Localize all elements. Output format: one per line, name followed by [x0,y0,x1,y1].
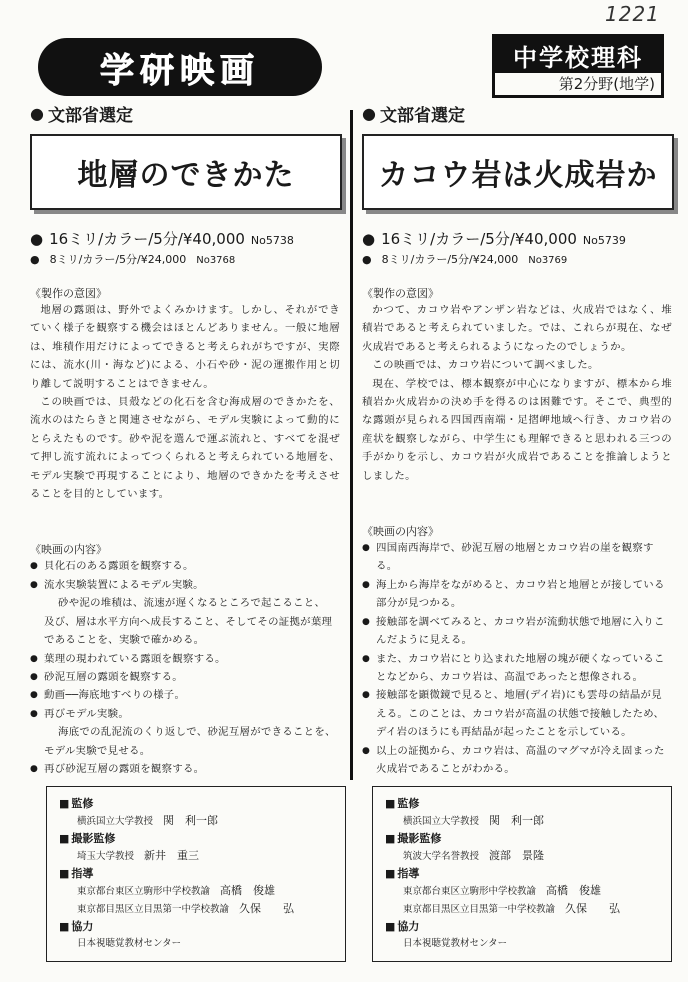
content-item: ● 接触部を調べてみると、カコウ岩が流動状態で地層に入りこんだように見える。 [362,613,672,650]
credit-person [59,900,333,918]
catalog-number: No3768 [196,255,236,266]
intent-text [30,301,340,503]
credit-name: 久保 弘 [565,902,621,915]
credit-affiliation: 横浜国立大学教授 [77,816,154,827]
credit-person [59,882,333,900]
bullet-icon: ● [30,230,44,248]
content-item: ● 再びモデル実験。 [30,705,340,723]
format-8mm-text: 8ミリ/カラー/5分/¥24,000 [49,253,187,266]
content-item: ● 海上から海岸をながめると、カコウ岩と地層とが接している部分が見つかる。 [362,576,672,613]
format-16mm-text: 16ミリ/カラー/5分/¥40,000 [49,230,245,248]
credit-affiliation: 日本視聴覚教材センター [77,938,182,949]
content-item: 砂や泥の堆積は、流速が遅くなるところで起こること、 [58,597,326,610]
credit-affiliation: 横浜国立大学教授 [403,816,480,827]
credit-person [59,847,333,865]
bullet-icon: ● [362,230,376,248]
credit-person [385,900,659,918]
content-item: ● 砂泥互層の露頭を観察する。 [30,668,340,686]
catalog-number: No3769 [528,255,568,266]
right-film-column [362,100,672,778]
credit-person [59,935,333,952]
credit-name: 渡部 景隆 [489,849,545,862]
credit-role: ■ 指導 [385,865,659,882]
credits-box-left [46,786,346,962]
handwritten-page-number: 1221 [605,2,660,26]
content-item: モデル実験で見せる。 [44,744,151,757]
content-item: ● また、カコウ岩にとり込まれた地層の塊が硬くなっていることなどから、カコウ岩は、高温であったと想像される。 [362,650,672,687]
film-title: カコウ岩は火成岩か [362,134,674,210]
intent-heading: 《製作の意図》 [362,287,439,300]
brand-logo-text: 学研映画 [100,50,260,91]
content-item: 海底での乱泥流のくり返しで、砂泥互層ができることを、 [58,726,336,739]
credit-person [385,847,659,865]
content-item: ● 接触部を顕微鏡で見ると、地層(デイ岩)にも雲母の結晶が見える。このことは、カコウ岩が高温の状態で接触したため、デイ岩のほうにも再結晶が起ったことを示している。 [362,686,672,741]
credit-role: ■ 協力 [59,918,333,935]
credit-name: 新井 重三 [144,849,200,862]
credit-affiliation: 埼玉大学教授 [77,851,135,862]
credit-role: ■ 撮影監修 [385,830,659,847]
intent-paragraph: 地層の露頭は、野外でよくみかけます。しかし、それができていく様子を観察する機会はほとんどありません。一般に地層は、堆積作用だけによってできると考えられがちですが、実際には、流水(川・海など)による、小石や砂・泥の運搬作用と切り離して説明することはできません。 [30,304,340,390]
format-16mm [362,228,672,249]
intent-paragraph: かつて、カコウ岩やアンザン岩などは、火成岩ではなく、堆積岩であると考えられていました。では、これらが現在、なぜ火成岩であると考えられるようになったのでしょうか。 [362,304,672,353]
bullet-icon: ● [30,103,44,123]
film-title: 地層のできかた [30,134,342,210]
content-item: ● 貝化石のある露頭を観察する。 [30,557,340,575]
credit-affiliation: 東京都台東区立駒形中学校教諭 [403,886,537,897]
selection-label-text: 文部省選定 [47,105,133,126]
content-item: ● 再び砂泥互層の露頭を観察する。 [30,760,340,778]
credit-role: ■ 指導 [59,865,333,882]
left-film-column [30,100,340,778]
bullet-icon: ● [362,253,372,266]
credit-person [59,812,333,830]
credit-person [385,935,659,952]
subject-box [492,34,664,98]
credit-name: 関 利一郎 [489,814,545,827]
column-divider [350,110,353,780]
selection-label [30,100,340,126]
credit-name: 高橋 俊雄 [546,884,602,897]
catalog-number: No5738 [250,234,294,247]
credit-affiliation: 東京都台東区立駒形中学校教諭 [77,886,211,897]
intent-text [362,301,672,485]
credit-affiliation: 筑波大学名誉教授 [403,851,480,862]
intent-paragraph: この映画では、貝殻などの化石を含む海成層のできかたを、流水のはたらきと関連させながら、モデル実験によって動的にとらえたものです。砂や泥を選んで運ぶ流れと、すべてを混ぜて押し流す流れによってつくられると考えられている地層を、モデル実験で再現することにより、地層のできかたを考えさせることを目的としています。 [30,396,340,501]
subject-subtitle: 第2分野(地学) [558,75,655,93]
subject-title: 中学校理科 [495,37,661,73]
credit-name: 久保 弘 [239,902,295,915]
bullet-icon: ● [362,103,376,123]
credit-affiliation: 日本視聴覚教材センター [403,938,508,949]
credit-role: ■ 監修 [385,795,659,812]
content-item: ● 以上の証拠から、カコウ岩は、高温のマグマが冷え固まった火成岩であることがわかる。 [362,742,672,779]
intent-paragraph: この映画では、カコウ岩について調べました。 [372,359,599,372]
content-list [362,539,672,778]
content-item: ● 流水実験装置によるモデル実験。 [30,576,340,594]
catalog-number: No5739 [582,234,626,247]
content-item: ● 動画──海底地すべりの様子。 [30,686,340,704]
content-heading: 《映画の内容》 [30,543,107,557]
credit-role: ■ 監修 [59,795,333,812]
credit-person [385,812,659,830]
format-8mm [30,251,340,267]
selection-label-text: 文部省選定 [379,105,465,126]
credit-affiliation: 東京都目黒区立目黒第一中学校教諭 [77,904,230,915]
credit-role: ■ 撮影監修 [59,830,333,847]
content-list [30,557,340,778]
credit-role: ■ 協力 [385,918,659,935]
content-heading: 《映画の内容》 [362,525,439,539]
bullet-icon: ● [30,253,40,266]
selection-label [362,100,672,126]
content-item: ● 葉理の現われている露頭を観察する。 [30,650,340,668]
credit-person [385,882,659,900]
format-8mm [362,251,672,267]
credit-name: 関 利一郎 [163,814,219,827]
intent-paragraph: 現在、学校では、標本観察が中心になりますが、標本から堆積岩か火成岩かの決め手を得るのは困難です。そこで、典型的な露頭が見られる四国西南端・足摺岬地域へ行き、カコウ岩の産状を観察しながら、中学生にも理解できると思われる三つの手がかりを示し、カコウ岩が火成岩であることを推論しようとしました。 [362,377,672,482]
format-8mm-text: 8ミリ/カラー/5分/¥24,000 [381,253,519,266]
credit-name: 高橋 俊雄 [220,884,276,897]
format-16mm [30,228,340,249]
content-item: 及び、層は水平方向へ成長すること、そしてその証拠が葉理であることを、実験で確かめる。 [44,615,333,647]
format-16mm-text: 16ミリ/カラー/5分/¥40,000 [381,230,577,248]
brand-logo [38,38,322,96]
intent-heading: 《製作の意図》 [30,287,107,300]
credit-affiliation: 東京都目黒区立目黒第一中学校教諭 [403,904,556,915]
credits-box-right [372,786,672,962]
content-item: ● 四国南西海岸で、砂泥互層の地層とカコウ岩の崖を観察する。 [362,539,672,576]
